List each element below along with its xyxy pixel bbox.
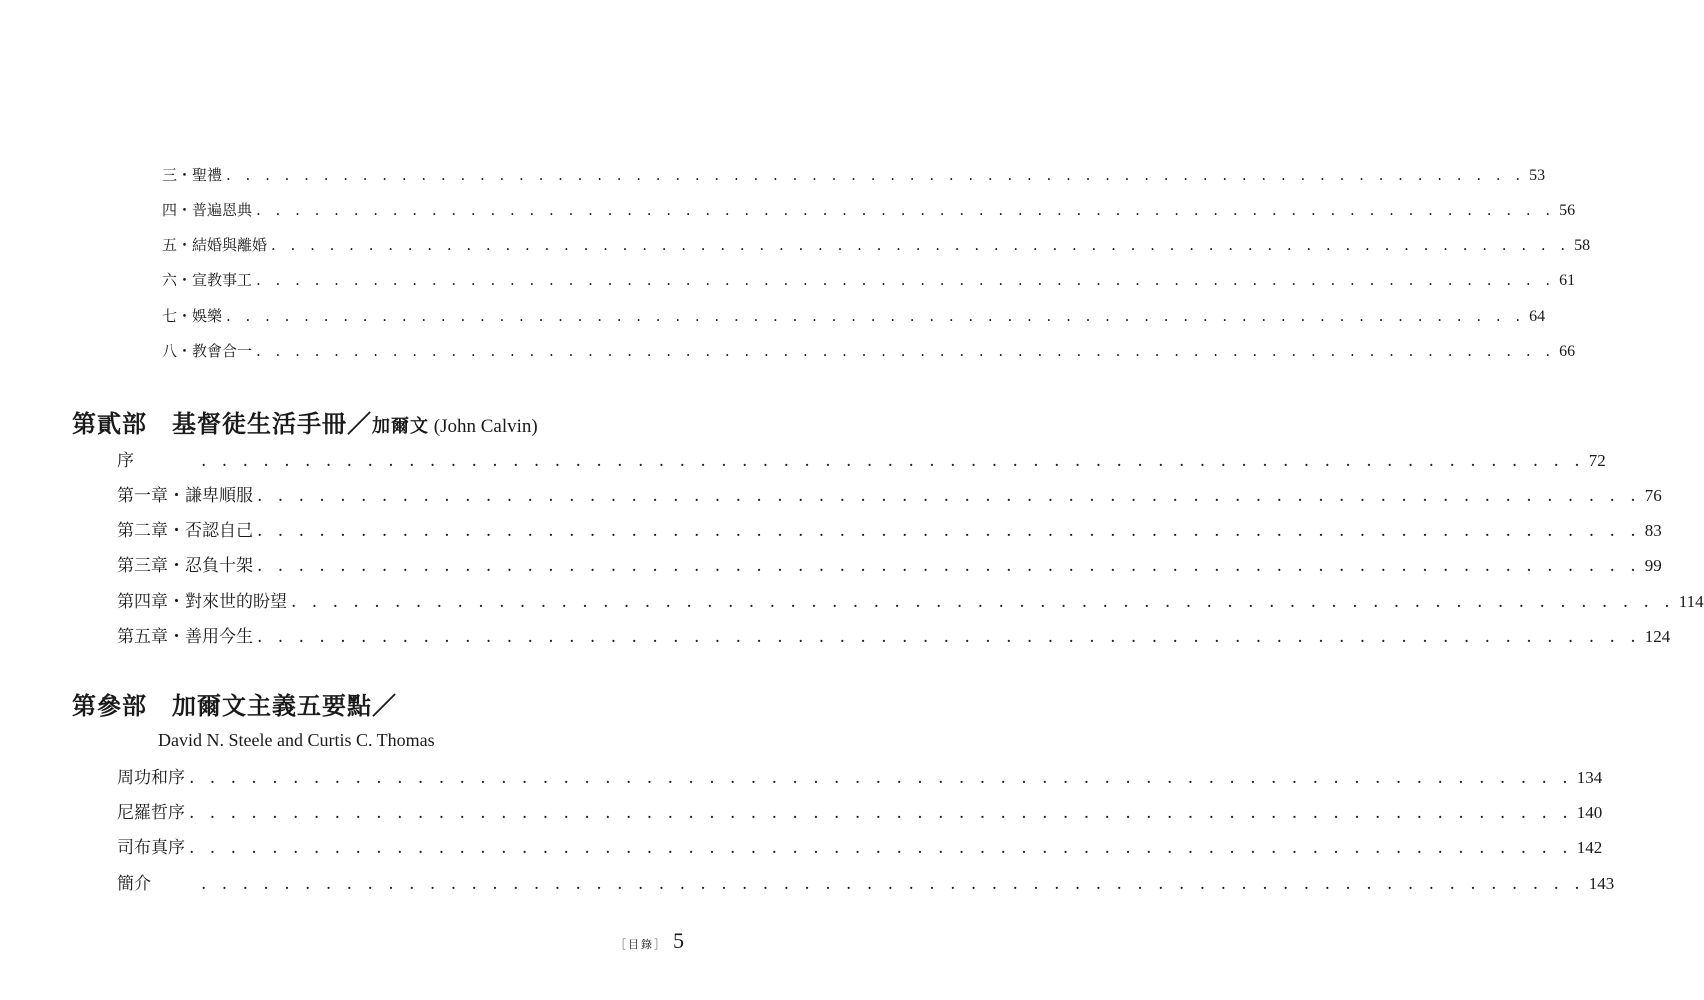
toc-entry-label: 第三章・忍負十架 — [117, 556, 253, 576]
toc-entry-label: 周功和序 — [117, 768, 185, 788]
toc-entry-page: 72 — [1588, 451, 1606, 470]
toc-entry — [117, 587, 1704, 612]
toc-entry-label: 三・聖禮 — [162, 166, 223, 184]
toc-entry-label: 四・普遍恩典 — [162, 201, 253, 219]
dot-leader: . . . . . . . . . . . . . . . . . . . . . . . . . . . . . . . . . . . . . . . . . . . . . . . . . . . . . . . . . . . . . . . . . . . — [256, 201, 1556, 219]
toc-entry-page: 64 — [1529, 308, 1546, 325]
toc-entry — [117, 763, 1603, 788]
dot-leader: . . . . . . . . . . . . . . . . . . . . . . . . . . . . . . . . . . . . . . . . . . . . . . . . . . . . . . . . . . . . . . . . . . . — [201, 451, 1585, 471]
toc-entry-label: 簡介 — [117, 874, 151, 894]
toc-entry-page: 140 — [1576, 803, 1603, 822]
toc-entry-label: 尼羅哲序 — [117, 803, 185, 823]
part-title: 第參部 加爾文主義五要點／ — [72, 691, 397, 720]
toc-entry-page: 58 — [1574, 237, 1591, 254]
toc-entry-page: 61 — [1559, 272, 1576, 289]
part-author: 加爾文 — [372, 416, 429, 437]
part-authors: David N. Steele and Curtis C. Thomas — [158, 730, 435, 750]
part-author-latin: (John Calvin) — [429, 416, 538, 437]
dot-leader: . . . . . . . . . . . . . . . . . . . . . . . . . . . . . . . . . . . . . . . . . . . . . . . . . . . . . . . . . . . . . . . . . . . — [257, 556, 1641, 576]
toc-entry-label: 序 — [117, 451, 134, 471]
running-section-label: ［目錄］ — [615, 938, 667, 951]
toc-entry-page: 56 — [1559, 202, 1576, 219]
toc-entry-page: 53 — [1529, 167, 1546, 184]
toc-entry-page: 134 — [1576, 768, 1603, 787]
dot-leader: . . . . . . . . . . . . . . . . . . . . . . . . . . . . . . . . . . . . . . . . . . . . . . . . . . . . . . . . . . . . . . . . . . . — [256, 342, 1556, 360]
toc-entry-label: 司布真序 — [117, 838, 185, 858]
dot-leader: . . . . . . . . . . . . . . . . . . . . . . . . . . . . . . . . . . . . . . . . . . . . . . . . . . . . . . . . . . . . . . . . . . . — [257, 521, 1641, 541]
toc-entry-page: 99 — [1644, 556, 1662, 575]
toc-entry-page: 66 — [1559, 343, 1576, 360]
toc-entry-page: 143 — [1588, 874, 1615, 893]
toc-entry-page: 124 — [1644, 627, 1671, 646]
toc-entry-page: 83 — [1644, 521, 1662, 540]
toc-entry — [117, 446, 1606, 471]
dot-leader: . . . . . . . . . . . . . . . . . . . . . . . . . . . . . . . . . . . . . . . . . . . . . . . . . . . . . . . . . . . . . . . . . . . — [271, 236, 1571, 254]
dot-leader: . . . . . . . . . . . . . . . . . . . . . . . . . . . . . . . . . . . . . . . . . . . . . . . . . . . . . . . . . . . . . . . . . . . — [189, 838, 1573, 858]
toc-entry — [162, 269, 1576, 291]
page-number: 5 — [673, 928, 684, 953]
toc-entry — [162, 234, 1591, 256]
dot-leader: . . . . . . . . . . . . . . . . . . . . . . . . . . . . . . . . . . . . . . . . . . . . . . . . . . . . . . . . . . . . . . . . . . . — [256, 271, 1556, 289]
toc-entry-label: 第一章・謙卑順服 — [117, 486, 253, 506]
toc-entry-label: 第二章・否認自己 — [117, 521, 253, 541]
dot-leader: . . . . . . . . . . . . . . . . . . . . . . . . . . . . . . . . . . . . . . . . . . . . . . . . . . . . . . . . . . . . . . . . . . . — [226, 307, 1526, 325]
page-footer — [615, 928, 684, 954]
toc-entry — [162, 340, 1576, 362]
toc-entry — [117, 798, 1603, 823]
dot-leader: . . . . . . . . . . . . . . . . . . . . . . . . . . . . . . . . . . . . . . . . . . . . . . . . . . . . . . . . . . . . . . . . . . . — [201, 874, 1585, 894]
toc-entry — [162, 199, 1576, 221]
part-heading — [72, 404, 538, 439]
toc-entry — [117, 833, 1603, 858]
toc-entry — [162, 305, 1546, 327]
toc-entry — [162, 164, 1546, 186]
toc-entry — [117, 622, 1671, 647]
toc-entry-page: 76 — [1644, 486, 1662, 505]
toc-entry-page: 114 — [1678, 592, 1704, 611]
dot-leader: . . . . . . . . . . . . . . . . . . . . . . . . . . . . . . . . . . . . . . . . . . . . . . . . . . . . . . . . . . . . . . . . . . . — [291, 592, 1675, 612]
part-title: 第貳部 基督徒生活手冊／ — [72, 409, 372, 438]
dot-leader: . . . . . . . . . . . . . . . . . . . . . . . . . . . . . . . . . . . . . . . . . . . . . . . . . . . . . . . . . . . . . . . . . . . — [189, 803, 1573, 823]
dot-leader: . . . . . . . . . . . . . . . . . . . . . . . . . . . . . . . . . . . . . . . . . . . . . . . . . . . . . . . . . . . . . . . . . . . — [257, 627, 1641, 647]
toc-entry-label: 五・結婚與離婚 — [162, 236, 268, 254]
dot-leader: . . . . . . . . . . . . . . . . . . . . . . . . . . . . . . . . . . . . . . . . . . . . . . . . . . . . . . . . . . . . . . . . . . . — [226, 166, 1526, 184]
toc-entry-label: 八・教會合一 — [162, 342, 253, 360]
dot-leader: . . . . . . . . . . . . . . . . . . . . . . . . . . . . . . . . . . . . . . . . . . . . . . . . . . . . . . . . . . . . . . . . . . . — [257, 486, 1641, 506]
toc-entry — [117, 516, 1662, 541]
toc-entry — [117, 481, 1662, 506]
toc-entry-label: 第四章・對來世的盼望 — [117, 592, 287, 612]
toc-entry-label: 七・娛樂 — [162, 307, 223, 325]
dot-leader: . . . . . . . . . . . . . . . . . . . . . . . . . . . . . . . . . . . . . . . . . . . . . . . . . . . . . . . . . . . . . . . . . . . — [189, 768, 1573, 788]
part-heading — [72, 686, 397, 721]
toc-entry-label: 第五章・善用今生 — [117, 627, 253, 647]
toc-entry — [117, 551, 1662, 576]
toc-entry-page: 142 — [1576, 838, 1603, 857]
toc-entry-label: 六・宣教事工 — [162, 271, 253, 289]
toc-entry — [117, 869, 1615, 894]
